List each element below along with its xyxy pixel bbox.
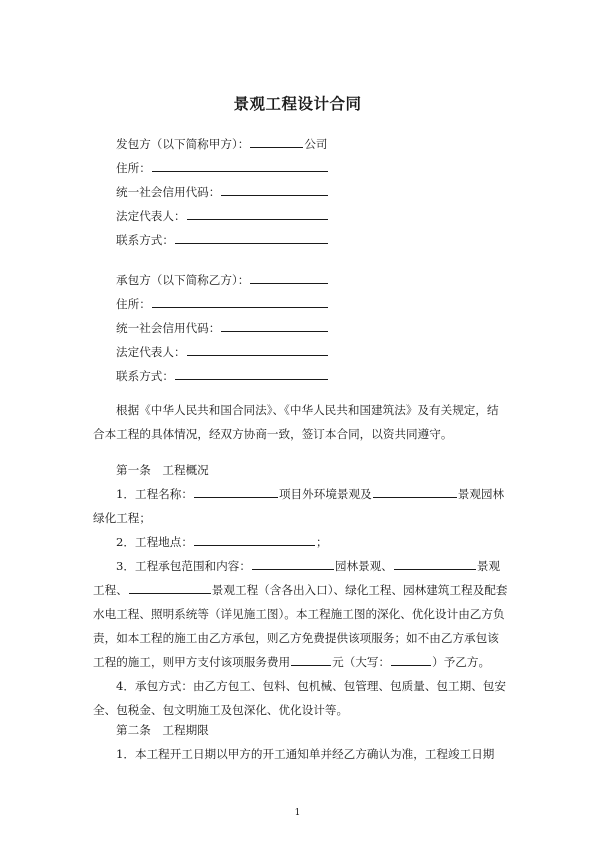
article-1-item-3-part-c: 景观工程、 bbox=[93, 559, 501, 597]
party-a-address-blank[interactable] bbox=[152, 160, 328, 172]
article-1-item-2-end: ； bbox=[315, 535, 328, 549]
article-2-item-1 bbox=[93, 742, 508, 766]
party-a-representative-label: 法定代表人： bbox=[116, 209, 186, 223]
article-2-item-1-text: 1．本工程开工日期以甲方的开工通知单并经乙方确认为准，工程竣工日期 bbox=[116, 747, 495, 761]
article-1-item-3 bbox=[93, 554, 508, 674]
page-number: 1 bbox=[294, 808, 301, 818]
party-a-representative-line bbox=[116, 208, 329, 224]
party-b-contact-blank[interactable] bbox=[175, 368, 328, 380]
article-1-item-4 bbox=[93, 674, 508, 722]
article-1-item-3-part-d: 景观工程（含各出入口）、绿化工程、园林建筑工程及配套水电工程、照明系统等（详见施工图）。本工程施工图的深化、优化设计由乙方负责，如本工程的施工由乙方承包，则乙方免费提供该项服务；如不由乙方承包该工程的施工，则甲方支付该项服务费用 bbox=[93, 583, 508, 669]
article-1-item-1-end: 景观园林绿化工程； bbox=[93, 487, 505, 525]
party-b-name-label: 承包方（以下简称乙方）： bbox=[116, 273, 250, 287]
article-1-heading: 第一条 工程概况 bbox=[116, 463, 209, 477]
party-a-name-blank[interactable] bbox=[250, 136, 303, 148]
article-1-item-2 bbox=[93, 530, 508, 554]
party-a-credit-code-line bbox=[116, 184, 329, 200]
project-name-blank-2[interactable] bbox=[373, 486, 457, 498]
service-fee-blank[interactable] bbox=[291, 654, 331, 666]
party-b-representative-line bbox=[116, 344, 329, 360]
party-b-credit-code-line bbox=[116, 320, 329, 336]
party-b-representative-label: 法定代表人： bbox=[116, 345, 186, 359]
party-b-contact-line bbox=[116, 368, 329, 384]
article-1-item-1 bbox=[93, 482, 508, 530]
project-location-blank[interactable] bbox=[194, 534, 315, 546]
party-a-address-label: 住所： bbox=[116, 161, 151, 175]
party-b-credit-code-label: 统一社会信用代码： bbox=[116, 321, 221, 335]
scope-blank-2[interactable] bbox=[394, 558, 476, 570]
article-1-item-3-part-e: 元（大写： bbox=[332, 655, 391, 669]
party-a-credit-code-blank[interactable] bbox=[221, 184, 328, 196]
party-a-name-line bbox=[116, 136, 328, 152]
party-a-representative-blank[interactable] bbox=[187, 208, 328, 220]
article-1-item-3-part-b: 园林景观、 bbox=[334, 559, 393, 573]
article-1-item-3-part-f: ）予乙方。 bbox=[432, 655, 491, 669]
project-name-blank-1[interactable] bbox=[194, 486, 278, 498]
article-1-item-4-text: 4．承包方式：由乙方包工、包料、包机械、包管理、包质量、包工期、包安全、包税金、包文明施工及包深化、优化设计等。 bbox=[93, 679, 506, 717]
article-1-item-2-label: 2．工程地点： bbox=[116, 535, 193, 549]
party-a-address-line bbox=[116, 160, 329, 176]
party-a-name-suffix: 公司 bbox=[304, 137, 328, 151]
party-b-address-label: 住所： bbox=[116, 297, 151, 311]
scope-blank-3[interactable] bbox=[129, 582, 211, 594]
party-b-credit-code-blank[interactable] bbox=[221, 320, 328, 332]
preamble-text: 根据《中华人民共和国合同法》、《中华人民共和国建筑法》及有关规定，结合本工程的具体情况，经双方协商一致，签订本合同，以资共同遵守。 bbox=[93, 403, 499, 441]
preamble-paragraph bbox=[93, 398, 508, 446]
party-a-contact-blank[interactable] bbox=[175, 232, 328, 244]
service-fee-capital-blank[interactable] bbox=[391, 654, 431, 666]
party-a-contact-label: 联系方式： bbox=[116, 233, 174, 247]
article-2-heading: 第二条 工程期限 bbox=[116, 723, 209, 737]
party-a-name-label: 发包方（以下简称甲方）： bbox=[116, 137, 250, 151]
page-title: 景观工程设计合同 bbox=[233, 94, 362, 113]
party-b-contact-label: 联系方式： bbox=[116, 369, 174, 383]
article-1-item-3-label: 3．工程承包范围和内容： bbox=[116, 559, 251, 573]
article-1-item-1-label: 1．工程名称： bbox=[116, 487, 193, 501]
party-a-credit-code-label: 统一社会信用代码： bbox=[116, 185, 221, 199]
party-b-name-blank[interactable] bbox=[250, 272, 328, 284]
party-b-address-line bbox=[116, 296, 329, 312]
article-1-item-1-mid: 项目外环境景观及 bbox=[278, 487, 372, 501]
scope-blank-1[interactable] bbox=[252, 558, 334, 570]
party-b-name-line bbox=[116, 272, 329, 288]
party-a-contact-line bbox=[116, 232, 329, 248]
party-b-address-blank[interactable] bbox=[152, 296, 328, 308]
party-b-representative-blank[interactable] bbox=[187, 344, 328, 356]
